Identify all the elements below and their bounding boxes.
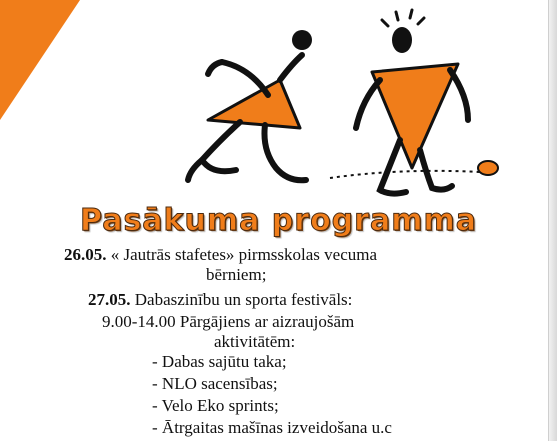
orange-corner-decoration	[0, 0, 80, 120]
event-text: « Jautrās stafetes» pirmsskolas vecuma	[110, 245, 378, 264]
ball-trajectory	[330, 171, 480, 178]
activity-item: - Velo Eko sprints;	[152, 396, 279, 415]
event-line-0526	[64, 245, 377, 265]
hike-line-2: aktivitātēm:	[214, 332, 296, 351]
event-text: Dabaszinību un sporta festivāls:	[134, 290, 353, 309]
page-title: Pasākuma programma	[80, 203, 477, 238]
activity-item: - Dabas sajūtu taka;	[152, 352, 287, 371]
event-date: 27.05.	[88, 290, 131, 309]
event-continuation: bērniem;	[206, 265, 267, 284]
running-figure-left	[188, 30, 312, 180]
hike-line-1: 9.00-14.00 Pārgājiens ar aizraujošām	[102, 312, 355, 331]
running-figure-right	[356, 10, 468, 194]
ball	[478, 161, 498, 175]
activity-item: - Ātrgaitas mašīnas izveidošana u.c	[152, 418, 392, 437]
event-date: 26.05.	[64, 245, 107, 264]
event-line-0527	[88, 290, 352, 310]
activity-item: - NLO sacensības;	[152, 374, 278, 393]
running-figures-illustration	[150, 0, 510, 210]
